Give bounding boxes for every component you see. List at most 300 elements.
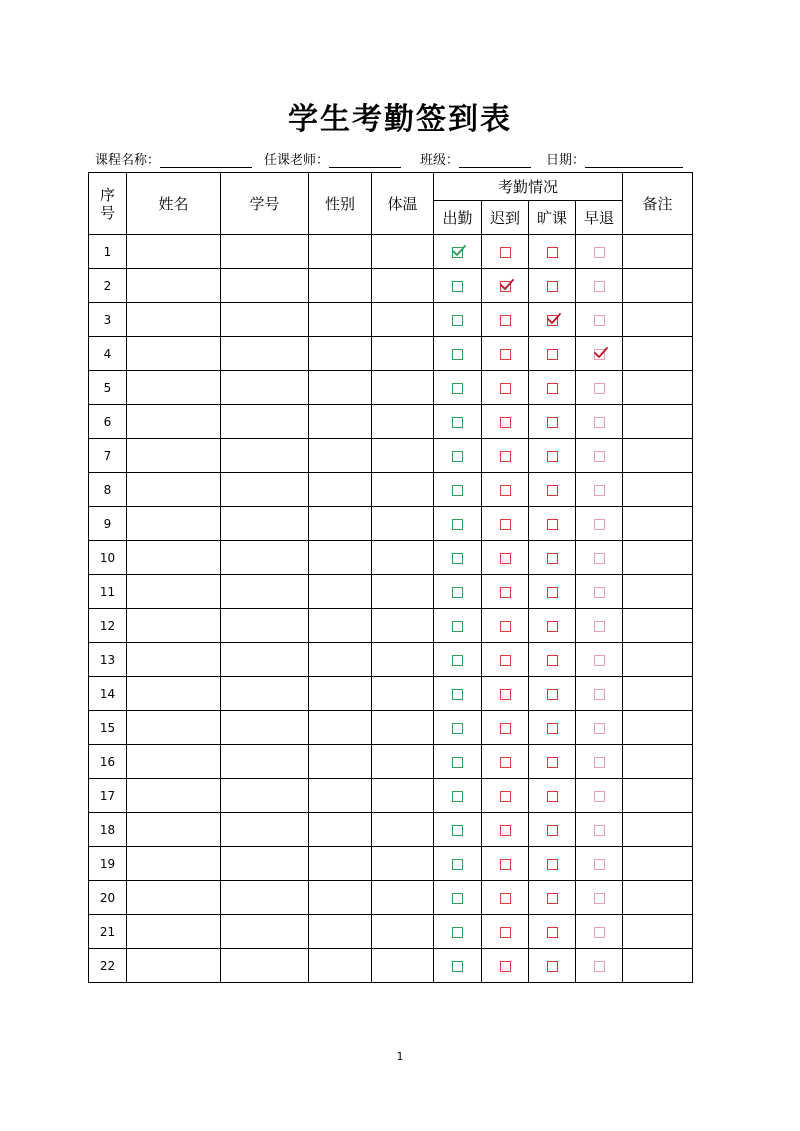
checkbox-icon[interactable] bbox=[500, 417, 511, 428]
student-id-cell[interactable] bbox=[221, 779, 309, 813]
present-cell bbox=[434, 473, 482, 507]
checkbox-icon[interactable] bbox=[500, 247, 511, 258]
name-cell[interactable] bbox=[127, 541, 221, 575]
checkbox-icon[interactable] bbox=[594, 383, 605, 394]
present-cell bbox=[434, 881, 482, 915]
checkbox-icon[interactable] bbox=[500, 349, 511, 360]
checkbox-icon[interactable] bbox=[594, 315, 605, 326]
student-id-cell[interactable] bbox=[221, 711, 309, 745]
checkbox-icon[interactable] bbox=[594, 723, 605, 734]
header-student-id: 学号 bbox=[221, 173, 309, 235]
table-row bbox=[89, 439, 693, 473]
gender-cell[interactable] bbox=[309, 405, 372, 439]
name-cell[interactable] bbox=[127, 949, 221, 983]
student-id-cell[interactable] bbox=[221, 677, 309, 711]
gender-cell[interactable] bbox=[309, 371, 372, 405]
checkbox-icon[interactable] bbox=[452, 621, 463, 632]
early-leave-cell bbox=[576, 303, 623, 337]
checkbox-icon[interactable] bbox=[547, 893, 558, 904]
date-field[interactable] bbox=[546, 151, 683, 171]
checkbox-icon[interactable] bbox=[547, 927, 558, 938]
class-blank[interactable] bbox=[459, 153, 531, 168]
temperature-cell[interactable] bbox=[372, 881, 434, 915]
gender-cell[interactable] bbox=[309, 303, 372, 337]
late-cell bbox=[482, 813, 529, 847]
checkbox-icon[interactable] bbox=[500, 927, 511, 938]
checkbox-icon[interactable] bbox=[594, 893, 605, 904]
row-seq: 2 bbox=[89, 269, 127, 303]
checkbox-icon[interactable] bbox=[452, 383, 463, 394]
late-cell bbox=[482, 881, 529, 915]
checkbox-icon[interactable] bbox=[500, 791, 511, 802]
absent-cell bbox=[529, 405, 576, 439]
checkbox-icon[interactable] bbox=[594, 417, 605, 428]
check-mark-icon bbox=[593, 346, 608, 360]
checkbox-icon[interactable] bbox=[452, 655, 463, 666]
temperature-cell[interactable] bbox=[372, 337, 434, 371]
name-cell[interactable] bbox=[127, 813, 221, 847]
table-row bbox=[89, 915, 693, 949]
remarks-cell[interactable] bbox=[623, 337, 693, 371]
row-seq: 10 bbox=[89, 541, 127, 575]
checkbox-icon[interactable] bbox=[547, 655, 558, 666]
absent-cell bbox=[529, 847, 576, 881]
early-leave-cell bbox=[576, 949, 623, 983]
remarks-cell[interactable] bbox=[623, 507, 693, 541]
remarks-cell[interactable] bbox=[623, 235, 693, 269]
temperature-cell[interactable] bbox=[372, 371, 434, 405]
name-cell[interactable] bbox=[127, 575, 221, 609]
course-name-blank[interactable] bbox=[160, 153, 252, 168]
checkbox-icon[interactable] bbox=[452, 927, 463, 938]
remarks-cell[interactable] bbox=[623, 847, 693, 881]
checkbox-icon[interactable] bbox=[594, 825, 605, 836]
late-cell bbox=[482, 439, 529, 473]
checkbox-icon[interactable] bbox=[547, 791, 558, 802]
early-leave-cell bbox=[576, 847, 623, 881]
row-seq: 16 bbox=[89, 745, 127, 779]
gender-cell[interactable] bbox=[309, 779, 372, 813]
temperature-cell[interactable] bbox=[372, 847, 434, 881]
student-id-cell[interactable] bbox=[221, 235, 309, 269]
checkbox-icon[interactable] bbox=[500, 553, 511, 564]
temperature-cell[interactable] bbox=[372, 643, 434, 677]
temperature-cell[interactable] bbox=[372, 439, 434, 473]
checkbox-icon[interactable] bbox=[547, 825, 558, 836]
remarks-cell[interactable] bbox=[623, 575, 693, 609]
name-cell[interactable] bbox=[127, 677, 221, 711]
table-row bbox=[89, 269, 693, 303]
name-cell[interactable] bbox=[127, 337, 221, 371]
name-cell[interactable] bbox=[127, 405, 221, 439]
table-row bbox=[89, 371, 693, 405]
checkbox-icon[interactable] bbox=[452, 757, 463, 768]
name-cell[interactable] bbox=[127, 711, 221, 745]
checkbox-icon[interactable] bbox=[500, 587, 511, 598]
class-field[interactable] bbox=[420, 151, 531, 171]
absent-cell bbox=[529, 677, 576, 711]
row-seq: 14 bbox=[89, 677, 127, 711]
name-cell[interactable] bbox=[127, 473, 221, 507]
checkbox-icon[interactable] bbox=[594, 587, 605, 598]
remarks-cell[interactable] bbox=[623, 779, 693, 813]
checkbox-icon[interactable] bbox=[547, 281, 558, 292]
checkbox-icon[interactable] bbox=[452, 519, 463, 530]
temperature-cell[interactable] bbox=[372, 507, 434, 541]
gender-cell[interactable] bbox=[309, 643, 372, 677]
student-id-cell[interactable] bbox=[221, 575, 309, 609]
student-id-cell[interactable] bbox=[221, 337, 309, 371]
header-absent: 旷课 bbox=[529, 201, 576, 235]
late-cell bbox=[482, 405, 529, 439]
late-cell bbox=[482, 541, 529, 575]
checkbox-icon[interactable] bbox=[547, 349, 558, 360]
student-id-cell[interactable] bbox=[221, 303, 309, 337]
checkbox-icon[interactable] bbox=[547, 961, 558, 972]
checkbox-icon[interactable] bbox=[547, 587, 558, 598]
name-cell[interactable] bbox=[127, 609, 221, 643]
name-cell[interactable] bbox=[127, 269, 221, 303]
student-id-cell[interactable] bbox=[221, 507, 309, 541]
table-row bbox=[89, 813, 693, 847]
gender-cell[interactable] bbox=[309, 847, 372, 881]
checked-checkbox-icon[interactable] bbox=[452, 247, 463, 258]
late-cell bbox=[482, 643, 529, 677]
gender-cell[interactable] bbox=[309, 507, 372, 541]
present-cell bbox=[434, 847, 482, 881]
checkbox-icon[interactable] bbox=[452, 451, 463, 462]
name-cell[interactable] bbox=[127, 371, 221, 405]
page-number: 1 bbox=[396, 1050, 404, 1063]
checkbox-icon[interactable] bbox=[452, 825, 463, 836]
gender-cell[interactable] bbox=[309, 269, 372, 303]
late-cell bbox=[482, 507, 529, 541]
student-id-cell[interactable] bbox=[221, 541, 309, 575]
row-seq: 21 bbox=[89, 915, 127, 949]
header-remarks: 备注 bbox=[623, 173, 693, 235]
temperature-cell[interactable] bbox=[372, 813, 434, 847]
present-cell bbox=[434, 235, 482, 269]
gender-cell[interactable] bbox=[309, 439, 372, 473]
student-id-cell[interactable] bbox=[221, 881, 309, 915]
checkbox-icon[interactable] bbox=[547, 417, 558, 428]
page-title: 学生考勤签到表 bbox=[288, 102, 512, 137]
temperature-cell[interactable] bbox=[372, 609, 434, 643]
checkbox-icon[interactable] bbox=[594, 247, 605, 258]
present-cell bbox=[434, 337, 482, 371]
late-cell bbox=[482, 371, 529, 405]
row-seq: 18 bbox=[89, 813, 127, 847]
header-attendance-group: 考勤情况 bbox=[434, 173, 623, 201]
early-leave-cell bbox=[576, 609, 623, 643]
remarks-cell[interactable] bbox=[623, 303, 693, 337]
absent-cell bbox=[529, 745, 576, 779]
checkbox-icon[interactable] bbox=[452, 689, 463, 700]
checked-checkbox-icon[interactable] bbox=[547, 315, 558, 326]
checkbox-icon[interactable] bbox=[452, 961, 463, 972]
name-cell[interactable] bbox=[127, 915, 221, 949]
temperature-cell[interactable] bbox=[372, 405, 434, 439]
checkbox-icon[interactable] bbox=[452, 723, 463, 734]
temperature-cell[interactable] bbox=[372, 779, 434, 813]
late-cell bbox=[482, 269, 529, 303]
present-cell bbox=[434, 507, 482, 541]
checkbox-icon[interactable] bbox=[452, 791, 463, 802]
checkbox-icon[interactable] bbox=[594, 281, 605, 292]
checkbox-icon[interactable] bbox=[547, 553, 558, 564]
gender-cell[interactable] bbox=[309, 609, 372, 643]
late-cell bbox=[482, 949, 529, 983]
row-seq: 13 bbox=[89, 643, 127, 677]
checkbox-icon[interactable] bbox=[452, 417, 463, 428]
header-late: 迟到 bbox=[482, 201, 529, 235]
remarks-cell[interactable] bbox=[623, 541, 693, 575]
checkbox-icon[interactable] bbox=[500, 655, 511, 666]
absent-cell bbox=[529, 779, 576, 813]
remarks-cell[interactable] bbox=[623, 473, 693, 507]
late-cell bbox=[482, 847, 529, 881]
checkbox-icon[interactable] bbox=[500, 621, 511, 632]
present-cell bbox=[434, 643, 482, 677]
checkbox-icon[interactable] bbox=[594, 757, 605, 768]
gender-cell[interactable] bbox=[309, 949, 372, 983]
student-id-cell[interactable] bbox=[221, 473, 309, 507]
table-row bbox=[89, 303, 693, 337]
checkbox-icon[interactable] bbox=[500, 723, 511, 734]
absent-cell bbox=[529, 507, 576, 541]
checkbox-icon[interactable] bbox=[547, 723, 558, 734]
header-gender: 性别 bbox=[309, 173, 372, 235]
checkbox-icon[interactable] bbox=[500, 689, 511, 700]
gender-cell[interactable] bbox=[309, 813, 372, 847]
checkbox-icon[interactable] bbox=[500, 859, 511, 870]
gender-cell[interactable] bbox=[309, 235, 372, 269]
checkbox-icon[interactable] bbox=[547, 519, 558, 530]
early-leave-cell bbox=[576, 745, 623, 779]
gender-cell[interactable] bbox=[309, 337, 372, 371]
checkbox-icon[interactable] bbox=[500, 451, 511, 462]
temperature-cell[interactable] bbox=[372, 915, 434, 949]
checkbox-icon[interactable] bbox=[452, 485, 463, 496]
checkbox-icon[interactable] bbox=[452, 553, 463, 564]
student-id-cell[interactable] bbox=[221, 949, 309, 983]
remarks-cell[interactable] bbox=[623, 405, 693, 439]
name-cell[interactable] bbox=[127, 303, 221, 337]
present-cell bbox=[434, 303, 482, 337]
remarks-cell[interactable] bbox=[623, 269, 693, 303]
checkbox-icon[interactable] bbox=[594, 655, 605, 666]
table-row bbox=[89, 847, 693, 881]
checkbox-icon[interactable] bbox=[500, 383, 511, 394]
student-id-cell[interactable] bbox=[221, 609, 309, 643]
early-leave-cell bbox=[576, 235, 623, 269]
checkbox-icon[interactable] bbox=[594, 553, 605, 564]
checkbox-icon[interactable] bbox=[500, 485, 511, 496]
checkbox-icon[interactable] bbox=[594, 791, 605, 802]
row-seq: 8 bbox=[89, 473, 127, 507]
temperature-cell[interactable] bbox=[372, 269, 434, 303]
early-leave-cell bbox=[576, 813, 623, 847]
student-id-cell[interactable] bbox=[221, 269, 309, 303]
checkbox-icon[interactable] bbox=[547, 247, 558, 258]
checkbox-icon[interactable] bbox=[547, 621, 558, 632]
present-cell bbox=[434, 405, 482, 439]
gender-cell[interactable] bbox=[309, 711, 372, 745]
present-cell bbox=[434, 779, 482, 813]
remarks-cell[interactable] bbox=[623, 711, 693, 745]
gender-cell[interactable] bbox=[309, 541, 372, 575]
name-cell[interactable] bbox=[127, 779, 221, 813]
table-row bbox=[89, 507, 693, 541]
checkbox-icon[interactable] bbox=[594, 961, 605, 972]
checkbox-icon[interactable] bbox=[452, 281, 463, 292]
present-cell bbox=[434, 575, 482, 609]
name-cell[interactable] bbox=[127, 881, 221, 915]
checkbox-icon[interactable] bbox=[547, 859, 558, 870]
temperature-cell[interactable] bbox=[372, 235, 434, 269]
temperature-cell[interactable] bbox=[372, 711, 434, 745]
student-id-cell[interactable] bbox=[221, 405, 309, 439]
temperature-cell[interactable] bbox=[372, 745, 434, 779]
checkbox-icon[interactable] bbox=[500, 961, 511, 972]
date-blank[interactable] bbox=[585, 153, 683, 168]
checkbox-icon[interactable] bbox=[500, 519, 511, 530]
student-id-cell[interactable] bbox=[221, 643, 309, 677]
present-cell bbox=[434, 677, 482, 711]
checkbox-icon[interactable] bbox=[594, 859, 605, 870]
student-id-cell[interactable] bbox=[221, 371, 309, 405]
gender-cell[interactable] bbox=[309, 473, 372, 507]
remarks-cell[interactable] bbox=[623, 949, 693, 983]
absent-cell bbox=[529, 337, 576, 371]
checkbox-icon[interactable] bbox=[500, 315, 511, 326]
gender-cell[interactable] bbox=[309, 915, 372, 949]
table-row bbox=[89, 609, 693, 643]
early-leave-cell bbox=[576, 779, 623, 813]
present-cell bbox=[434, 609, 482, 643]
student-id-cell[interactable] bbox=[221, 847, 309, 881]
row-seq: 6 bbox=[89, 405, 127, 439]
remarks-cell[interactable] bbox=[623, 881, 693, 915]
remarks-cell[interactable] bbox=[623, 371, 693, 405]
row-seq: 3 bbox=[89, 303, 127, 337]
header-name: 姓名 bbox=[127, 173, 221, 235]
row-seq: 19 bbox=[89, 847, 127, 881]
checkbox-icon[interactable] bbox=[547, 689, 558, 700]
checked-checkbox-icon[interactable] bbox=[500, 281, 511, 292]
early-leave-cell bbox=[576, 439, 623, 473]
gender-cell[interactable] bbox=[309, 745, 372, 779]
temperature-cell[interactable] bbox=[372, 677, 434, 711]
temperature-cell[interactable] bbox=[372, 949, 434, 983]
remarks-cell[interactable] bbox=[623, 439, 693, 473]
checkbox-icon[interactable] bbox=[500, 893, 511, 904]
early-leave-cell bbox=[576, 269, 623, 303]
name-cell[interactable] bbox=[127, 439, 221, 473]
early-leave-cell bbox=[576, 405, 623, 439]
early-leave-cell bbox=[576, 575, 623, 609]
checked-checkbox-icon[interactable] bbox=[594, 349, 605, 360]
gender-cell[interactable] bbox=[309, 881, 372, 915]
checkbox-icon[interactable] bbox=[547, 757, 558, 768]
checkbox-icon[interactable] bbox=[594, 621, 605, 632]
temperature-cell[interactable] bbox=[372, 473, 434, 507]
date-label: 日期： bbox=[546, 153, 586, 168]
row-seq: 20 bbox=[89, 881, 127, 915]
gender-cell[interactable] bbox=[309, 677, 372, 711]
name-cell[interactable] bbox=[127, 745, 221, 779]
checkbox-icon[interactable] bbox=[594, 519, 605, 530]
early-leave-cell bbox=[576, 643, 623, 677]
present-cell bbox=[434, 371, 482, 405]
checkbox-icon[interactable] bbox=[452, 587, 463, 598]
temperature-cell[interactable] bbox=[372, 575, 434, 609]
class-label: 班级： bbox=[420, 153, 460, 168]
checkbox-icon[interactable] bbox=[500, 825, 511, 836]
checkbox-icon[interactable] bbox=[452, 893, 463, 904]
name-cell[interactable] bbox=[127, 235, 221, 269]
name-cell[interactable] bbox=[127, 507, 221, 541]
student-id-cell[interactable] bbox=[221, 745, 309, 779]
late-cell bbox=[482, 745, 529, 779]
checkbox-icon[interactable] bbox=[452, 859, 463, 870]
checkbox-icon[interactable] bbox=[594, 927, 605, 938]
present-cell bbox=[434, 269, 482, 303]
table-row bbox=[89, 779, 693, 813]
early-leave-cell bbox=[576, 881, 623, 915]
teacher-field[interactable] bbox=[264, 151, 401, 171]
checkbox-icon[interactable] bbox=[452, 349, 463, 360]
checkbox-icon[interactable] bbox=[594, 485, 605, 496]
temperature-cell[interactable] bbox=[372, 303, 434, 337]
student-id-cell[interactable] bbox=[221, 813, 309, 847]
teacher-blank[interactable] bbox=[329, 153, 401, 168]
checkbox-icon[interactable] bbox=[500, 757, 511, 768]
student-id-cell[interactable] bbox=[221, 915, 309, 949]
gender-cell[interactable] bbox=[309, 575, 372, 609]
info-line bbox=[95, 151, 695, 171]
checkbox-icon[interactable] bbox=[547, 485, 558, 496]
late-cell bbox=[482, 303, 529, 337]
remarks-cell[interactable] bbox=[623, 643, 693, 677]
remarks-cell[interactable] bbox=[623, 677, 693, 711]
row-seq: 15 bbox=[89, 711, 127, 745]
course-name-field[interactable] bbox=[95, 151, 252, 171]
checkbox-icon[interactable] bbox=[547, 383, 558, 394]
remarks-cell[interactable] bbox=[623, 915, 693, 949]
early-leave-cell bbox=[576, 371, 623, 405]
absent-cell bbox=[529, 813, 576, 847]
remarks-cell[interactable] bbox=[623, 813, 693, 847]
check-mark-icon bbox=[499, 278, 514, 292]
late-cell bbox=[482, 779, 529, 813]
checkbox-icon[interactable] bbox=[594, 689, 605, 700]
name-cell[interactable] bbox=[127, 847, 221, 881]
temperature-cell[interactable] bbox=[372, 541, 434, 575]
table-row bbox=[89, 541, 693, 575]
header-present: 出勤 bbox=[434, 201, 482, 235]
name-cell[interactable] bbox=[127, 643, 221, 677]
remarks-cell[interactable] bbox=[623, 609, 693, 643]
row-seq: 4 bbox=[89, 337, 127, 371]
late-cell bbox=[482, 473, 529, 507]
present-cell bbox=[434, 541, 482, 575]
student-id-cell[interactable] bbox=[221, 439, 309, 473]
checkbox-icon[interactable] bbox=[547, 451, 558, 462]
checkbox-icon[interactable] bbox=[452, 315, 463, 326]
checkbox-icon[interactable] bbox=[594, 451, 605, 462]
remarks-cell[interactable] bbox=[623, 745, 693, 779]
